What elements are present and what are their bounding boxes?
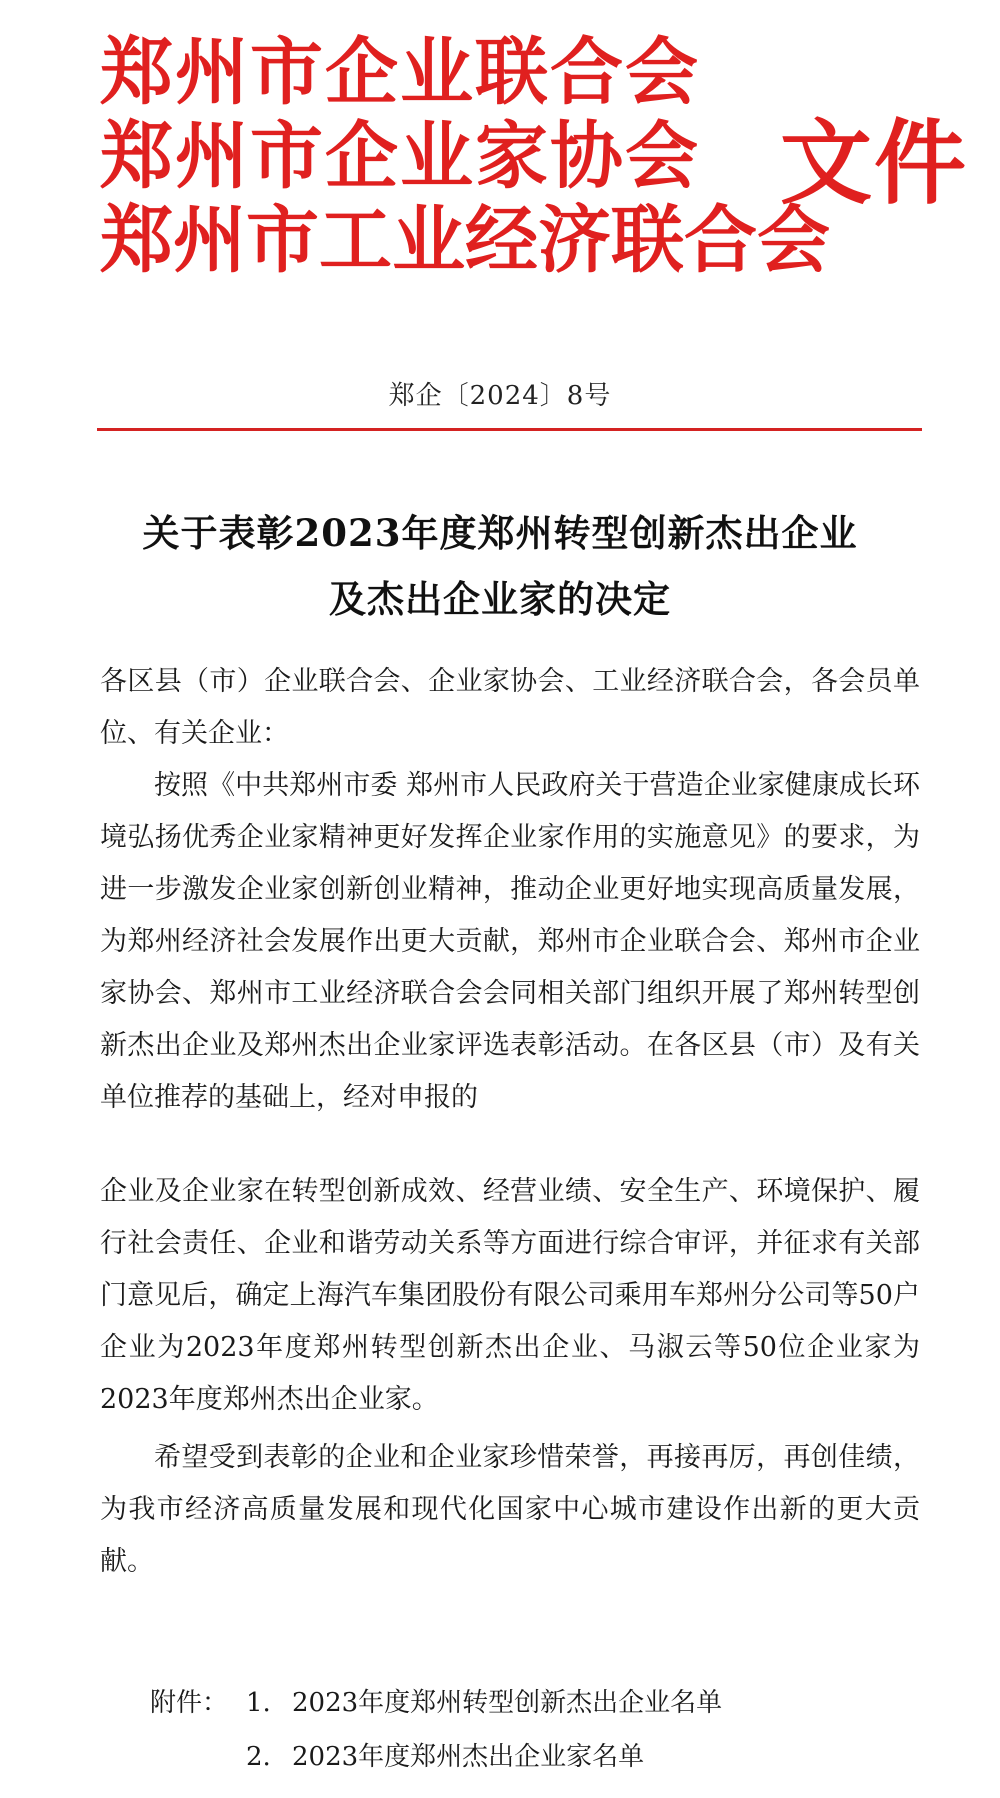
document-type-label: 文件 <box>780 109 969 217</box>
body-paragraph: 希望受到表彰的企业和企业家珍惜荣誉，再接再厉，再创佳绩，为我市经济高质量发展和现代化国家中心城市建设作出新的更大贡献。 <box>100 1442 920 1577</box>
attachment-item <box>150 1730 920 1784</box>
title-line-1: 关于表彰2023年度郑州转型创新杰出企业 <box>142 511 858 555</box>
attachment-number: 1. <box>246 1688 271 1718</box>
document-title <box>0 500 1000 632</box>
issuer-block <box>100 29 830 283</box>
attachments-list <box>150 1676 920 1784</box>
attachment-title: 2023年度郑州转型创新杰出企业名单 <box>292 1688 723 1718</box>
attachment-number: 2. <box>246 1742 271 1772</box>
body-paragraph: 企业及企业家在转型创新成效、经营业绩、安全生产、环境保护、履行社会责任、企业和谐劳动关系等方面进行综合审评，并征求有关部门意见后，确定上海汽车集团股份有限公司乘用车郑州分公司等50户企业为2023年度郑州转型创新杰出企业、马淑云等50位企业家为2023年度郑州杰出企业家。 <box>100 1176 920 1415</box>
attachments-label: 附件： <box>150 1688 229 1718</box>
document-number: 郑企〔2024〕8号 <box>388 381 612 411</box>
body-lower <box>100 1166 920 1588</box>
addressee: 各区县（市）企业联合会、企业家协会、工业经济联合会，各会员单位、有关企业： <box>100 666 920 749</box>
issuer-name: 郑州市企业联合会 <box>100 29 700 115</box>
issuer-name: 郑州市企业家协会 <box>100 113 700 199</box>
attachment-title: 2023年度郑州杰出企业家名单 <box>292 1742 645 1772</box>
body-upper <box>100 656 920 1124</box>
issuer-name: 郑州市工业经济联合会 <box>100 197 830 283</box>
title-line-2: 及杰出企业家的决定 <box>329 577 671 621</box>
attachment-item <box>150 1676 920 1730</box>
red-divider <box>97 428 922 431</box>
body-paragraph: 按照《中共郑州市委 郑州市人民政府关于营造企业家健康成长环境弘扬优秀企业家精神更好发挥企业家作用的实施意见》的要求，为进一步激发企业家创新创业精神，推动企业更好地实现高质量发展，为郑州经济社会发展作出更大贡献，郑州市企业联合会、郑州市企业家协会、郑州市工业经济联合会会同相关部门组织开展了郑州转型创新杰出企业及郑州杰出企业家评选表彰活动。在各区县（市）及有关单位推荐的基础上，经对申报的 <box>100 770 920 1113</box>
